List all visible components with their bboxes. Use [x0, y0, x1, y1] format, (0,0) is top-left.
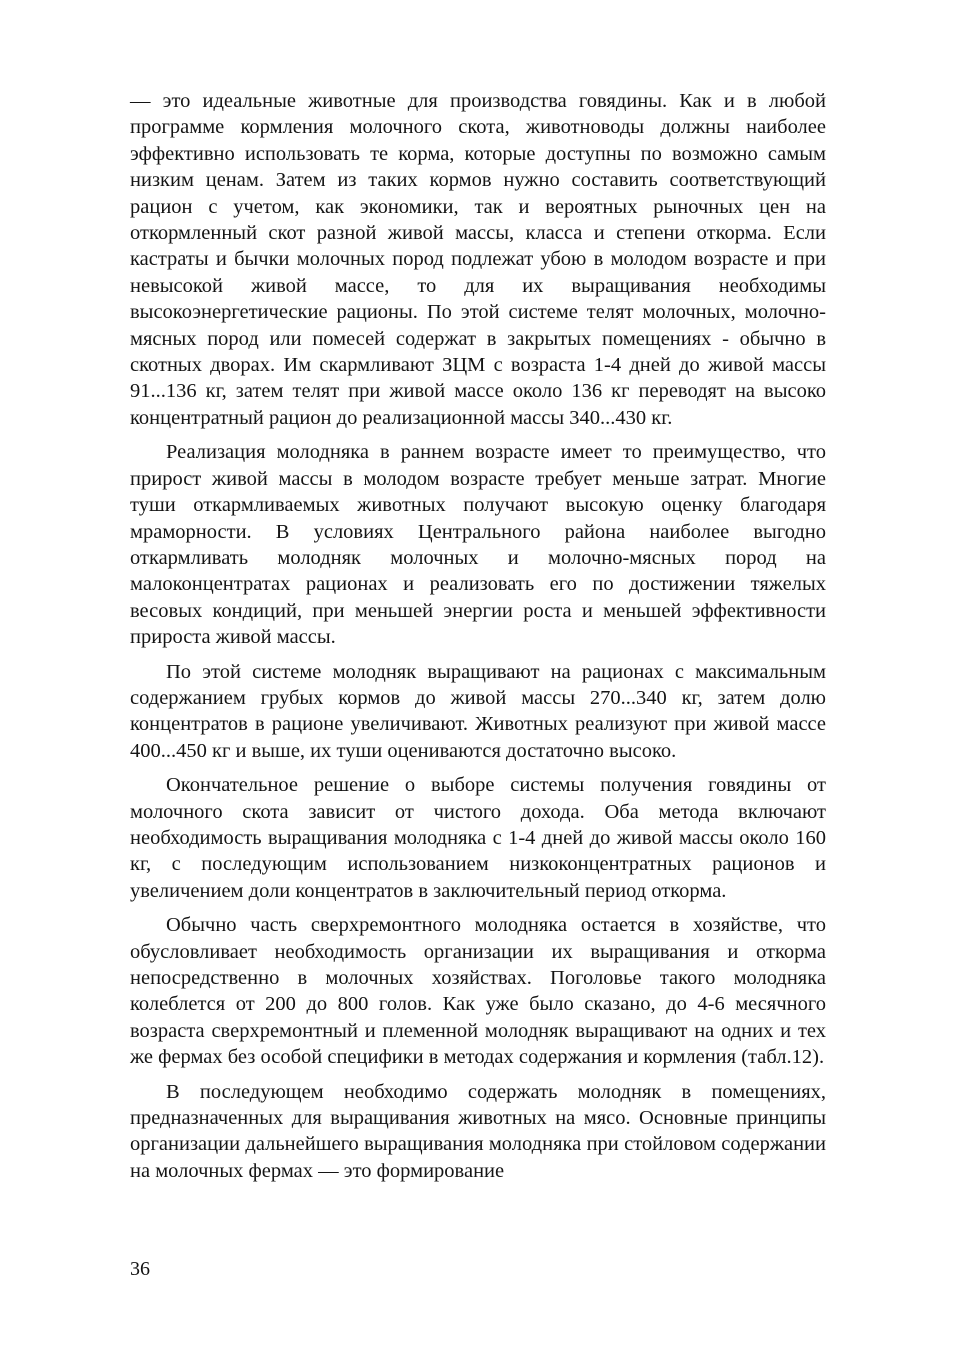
paragraph-1: — это идеальные животные для производства говядины. Как и в любой программе кормления молочного скота, животноводы должны наиболее эффективно использовать те корма, которые доступны по возможно самым низким ценам. Затем из таких кормов нужно составить соответствующий рацион с учетом, как экономики, так и вероятных рыночных цен на откормленный скот разной живой массы, класса и степени откорма. Если кастраты и бычки молочных пород подлежат убою в молодом возрасте и при невысокой живой массе, то для их выращивания необходимы высокоэнергетические рационы. По этой системе телят молочных, молочно-мясных пород или помесей содержат в закрытых помещениях - обычно в скотных дворах. Им скармливают ЗЦМ с возраста 1-4 дней до живой массы 91...136 кг, затем телят при живой массе около 136 кг переводят на высоко концентратный рацион до реализационной массы 340...430 кг. [130, 90, 826, 429]
body-text [130, 88, 826, 1192]
paragraph-4: Окончательное решение о выборе системы получения говядины от молочного скота зависит от чистого дохода. Оба метода включают необходимость выращивания молодняка с 1-4 дней до живой массы около 160 кг, с последующим использованием низкоконцентратных рационов и увеличением доли концентратов в заключительный период откорма. [130, 774, 826, 902]
paragraph-5: Обычно часть сверхремонтного молодняка остается в хозяйстве, что обусловливает необходимость организации их выращивания и откорма непосредственно в молочных хозяйствах. Поголовье такого молодняка колеблется от 200 до 800 голов. Как уже было сказано, до 4-6 месячного возраста сверхремонтный и племенной молодняк выращивают на одних и тех же фермах без особой специфики в методах содержания и кормления (табл.12). [130, 914, 826, 1069]
paragraph-3: По этой системе молодняк выращивают на рационах с максимальным содержанием грубых кормов до живой массы 270...340 кг, затем долю концентратов в рационе увеличивают. Животных реализуют при живой массе 400...450 кг и выше, их туши оцениваются достаточно высоко. [130, 660, 826, 762]
paragraph-6: В последующем необходимо содержать молодняк в помещениях, предназначенных для выращивания животных на мясо. Основные принципы организации дальнейшего выращивания молодняка при стойловом содержании на молочных фермах — это формирование [130, 1080, 826, 1182]
page-number: 36 [130, 1258, 150, 1280]
paragraph-2: Реализация молодняка в раннем возрасте имеет то преимущество, что прирост живой массы в молодом возрасте требует меньше затрат. Многие туши откармливаемых животных получают высокую оценку благодаря мраморности. В условиях Центрального района наиболее выгодно откармливать молодняк молочных и молочно-мясных пород на малоконцентратах рационах и реализовать его по достижении тяжелых весовых кондиций, при меньшей энергии роста и меньшей эффективности прироста живой массы. [130, 441, 826, 649]
